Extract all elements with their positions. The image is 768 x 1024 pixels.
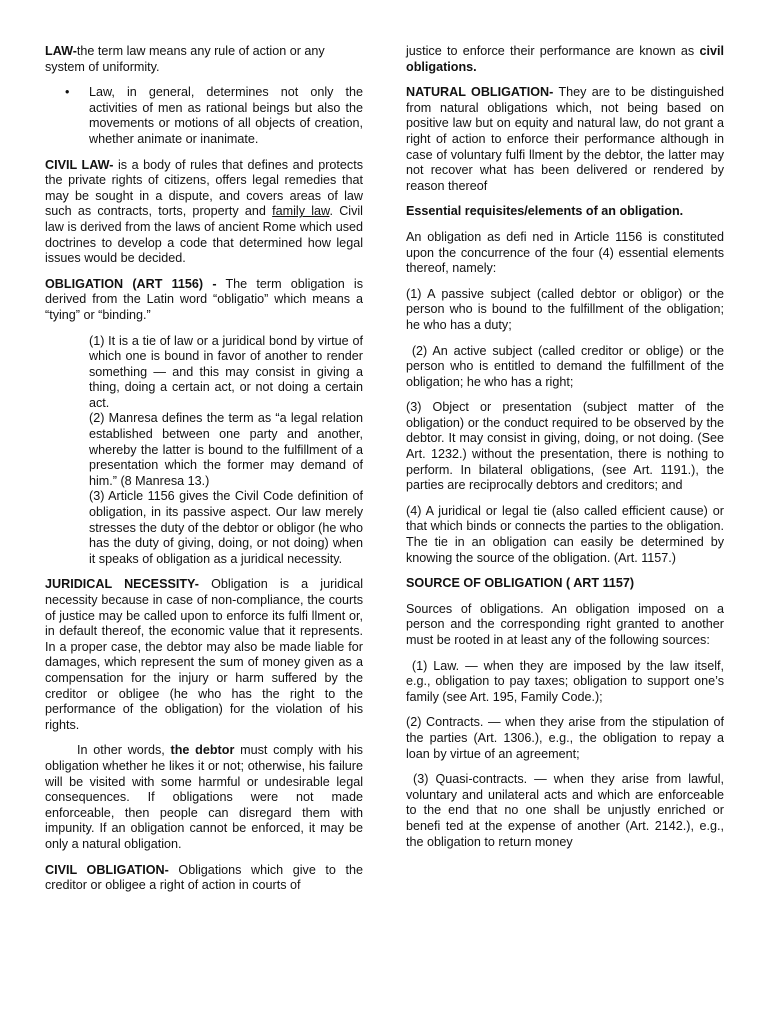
essential-intro: An obligation as defi ned in Article 1156 is constituted upon the concurrence of the four (4) essential elements thereof, namely: [406, 229, 724, 276]
civil-law-paragraph [45, 158, 363, 267]
law-bullet-text: Law, in general, determines not only the activities of men as rational beings but also the movements or motions of all objects of creation, whether animate or inanimate. [89, 85, 363, 146]
source-heading [406, 576, 724, 592]
other-words-text-a: In other words, [77, 743, 171, 758]
bullet-icon: • [65, 85, 70, 100]
element-3: (3) Object or presentation (subject matter of the obligation) or the conduct required to be observed by the debtor. It may consist in giving, doing, or not doing. (See Art. 1232.) without the presentation, there is nothing to perform. In bilateral obligations, (see Art. 1191.), the parties are reciprocally debtors and creditors; and [406, 400, 724, 493]
essential-heading-text: Essential requisites/elements of an obligation. [406, 204, 684, 219]
law-paragraph [45, 44, 363, 75]
civil-obligation-text: Obligations which give to the creditor or obligee a right of action in courts of [45, 862, 363, 893]
obligation-term: OBLIGATION (ART 1156) - [45, 276, 217, 291]
list-item [45, 85, 363, 147]
element-1: (1) A passive subject (called debtor or obligor) or the person who is bound to the fulfillment of the obligation; he who has a duty; [406, 286, 724, 332]
civil-obligation-term: CIVIL OBLIGATION- [45, 862, 169, 877]
left-column [45, 44, 363, 894]
obligation-paragraph [45, 277, 363, 324]
civil-obligation-cont-text: justice to enforce their performance are known as [406, 44, 700, 58]
source-3: (3) Quasi-contracts. — when they arise from lawful, voluntary and unilateral acts and which are enforceable to the end that no one shall be unjustly enriched or benefi ted at the expense of another (Art. 2142.), e.g., the obligation to return money [406, 772, 724, 849]
natural-obligation-paragraph [406, 85, 724, 194]
obligation-point-1: (1) It is a tie of law or a juridical bond by virtue of which one is bound in favor of another to render something — and this may consist in giving a thing, doing a certain act, or not doing a certain act. [89, 333, 363, 410]
natural-obligation-text: They are to be distinguished from natural obligations which, not being based on positive law but on equity and natural law, do not grant a right of action to enforce their performance although in case of voluntary fulfi llment by the debtor, the latter may not recover what has been delivered or rendered by reason thereof [406, 85, 724, 193]
other-words-text-b: must comply with his obligation whether he likes it or not; otherwise, his failure will be visited with some harmful or undesirable legal consequences. If obligations were not made enforceable, then people can disregard them with impunity. If an obligation cannot be enforced, it may be only a natural obligation. [45, 743, 363, 851]
civil-law-text-b: . Civil law is derived from the laws of ancient Rome which used doctrines to develop a code that determined how legal issues would be decided. [45, 204, 363, 266]
source-1: (1) Law. — when they are imposed by the law itself, e.g., obligation to pay taxes; obligation to support one’s family (see Art. 195, Family Code.); [406, 658, 724, 704]
right-column [406, 44, 724, 850]
natural-obligation-term: NATURAL OBLIGATION- [406, 85, 554, 100]
essential-heading [406, 204, 724, 220]
law-definition: the term law means any rule of action or any system of uniformity. [45, 44, 325, 74]
source-intro: Sources of obligations. An obligation imposed on a person and the corresponding right granted to another must be rooted in at least any of the following sources: [406, 601, 724, 647]
civil-law-text-a: is a body of rules that defines and protects the private rights of citizens, offers legal remedies that may be sought in a dispute, and covers areas of law such as contracts, torts, property and [45, 157, 363, 219]
obligation-points [45, 334, 363, 568]
juridical-necessity-term: JURIDICAL NECESSITY- [45, 577, 199, 592]
other-words-bold: the debtor [170, 743, 235, 758]
civil-obligation-paragraph [45, 863, 363, 894]
source-heading-text: SOURCE OF OBLIGATION ( ART 1157) [406, 576, 635, 591]
juridical-necessity-paragraph [45, 577, 363, 733]
civil-obligations-bold: civil obligations. [406, 44, 724, 74]
civil-law-term: CIVIL LAW- [45, 157, 114, 172]
obligation-text: The term obligation is derived from the Latin word “obligatio” which means a “tying” or “binding.” [45, 276, 363, 322]
obligation-point-2: (2) Manresa defines the term as “a legal relation established between one party and another, whereby the latter is bound to the fulfillment of a presentation which the former may demand of him.” (8 Manresa 13.) [89, 411, 363, 488]
juridical-necessity-text: Obligation is a juridical necessity because in case of non-compliance, the courts of justice may be called upon to enforce its fulfi llment or, in default thereof, the economic value that it represents. In a proper case, the debtor may also be made liable for damages, which represent the sum of money given as a compensation for the injury or harm suffered by the creditor or obligee (he who has the right to the performance of the obligation) for the violation of his rights. [45, 577, 364, 732]
element-4: (4) A juridical or legal tie (also called efficient cause) or that which binds or connects the parties to the obligation. The tie in an obligation can easily be determined by knowing the source of the obligation. (Art. 1157.) [406, 503, 724, 565]
civil-obligation-continued [406, 44, 724, 75]
law-term: LAW- [45, 44, 77, 58]
source-2: (2) Contracts. — when they arise from the stipulation of the parties (Art. 1306.), e.g., the obligation to repay a loan by virtue of an agreement; [406, 715, 724, 761]
element-2: (2) An active subject (called creditor or oblige) or the person who is entitled to demand the fulfillment of the obligation; he who has a right; [406, 343, 724, 389]
other-words-paragraph [45, 743, 363, 852]
family-law-link[interactable]: family law [272, 204, 330, 219]
obligation-point-3: (3) Article 1156 gives the Civil Code definition of obligation, in its passive aspect. Our law merely stresses the duty of the debtor or obligor (he who has the duty of giving, doing, or not doing) when it speaks of obligation as a juridical necessity. [89, 489, 363, 566]
law-bullet-list [45, 85, 363, 147]
